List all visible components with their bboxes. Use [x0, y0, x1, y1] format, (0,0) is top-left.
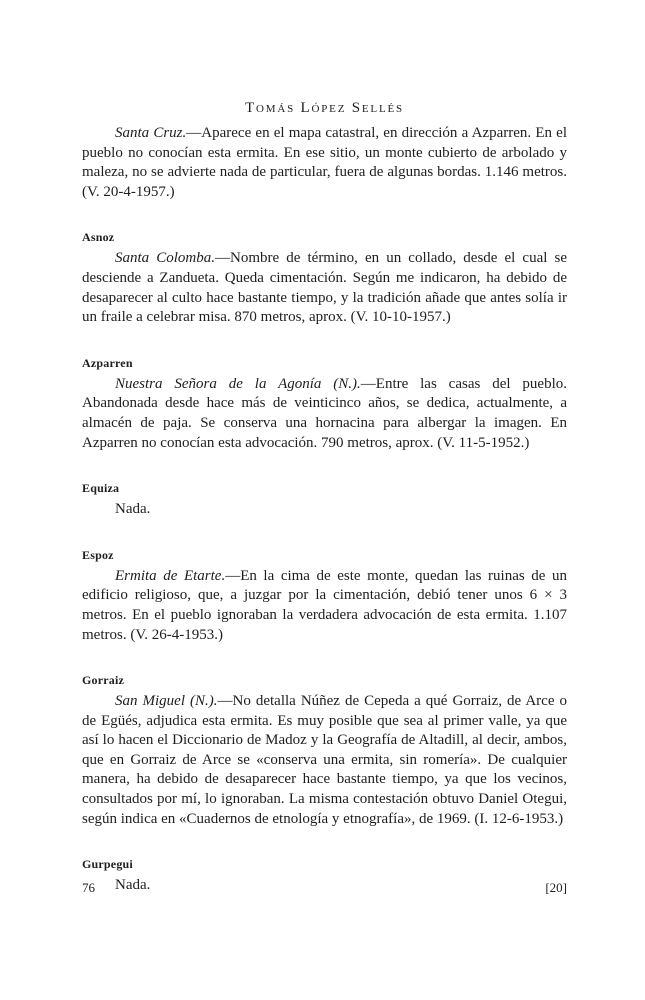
place-heading: Azparren	[82, 355, 133, 370]
place-heading: Espoz	[82, 547, 114, 562]
entry-paragraph	[82, 375, 567, 453]
hermitage-title: Santa Colomba.	[115, 250, 216, 267]
entry-paragraph	[82, 249, 567, 327]
document-page	[82, 0, 567, 1000]
hermitage-title: San Miguel (N.).	[115, 693, 218, 710]
bracket-page-number: [20]	[545, 880, 567, 895]
place-heading: Equiza	[82, 481, 120, 496]
place-heading: Gurpegui	[82, 857, 133, 872]
entry-paragraph	[82, 567, 567, 645]
entry-simple: Nada.	[115, 877, 151, 894]
entry-paragraph	[82, 692, 567, 829]
entry-text: —Entre las casas del pueblo. Abandonada desde hace más de veinticinco años, se dedica, actualmente, a almacén de paja. Se conserva una hornacina para albergar la imagen. En Azparren no conocían esta advocación. 790 metros, aprox. (V. 11-5-1952.)	[82, 375, 567, 451]
entry-text: —Nombre de término, en un collado, desde el cual se desciende a Zandueta. Queda cimentación. Según me indicaron, ha debido de desaparecer al culto hace bastante tiempo, y la tradición añade que antes solía ir un fraile a celebrar misa. 870 metros, aprox. (V. 10-10-1957.)	[82, 250, 567, 326]
entry-text: —Aparece en el mapa catastral, en dirección a Azparren. En el pueblo no conocían esta ermita. En ese sitio, un monte cubierto de arbolado y maleza, no se advierte nada de particular, fuera de algunas bordas. 1.146 metros. (V. 20-4-1957.)	[82, 125, 567, 200]
hermitage-title: Nuestra Señora de la Agonía (N.).	[115, 375, 361, 392]
running-header: Tomás López Sellés	[245, 100, 404, 116]
entry-text: —En la cima de este monte, quedan las ruinas de un edificio religioso, que, a juzgar por la cimentación, debió tener unos 6 × 3 metros. En el pueblo ignoraban la verdadera advocación de esta ermita. 1.107 metros. (V. 26-4-1953.)	[82, 567, 567, 643]
entry-text: —No detalla Núñez de Cepeda a qué Gorraiz, de Arce o de Egüés, adjudica esta ermita. Es muy posible que sea al primer valle, ya que así lo hacen el Diccionario de Madoz y la Geografía de Altadill, al decir, ambos, que en Gorraiz de Arce se «conserva una ermita, sin romería». De cualquier manera, ha debido de desaparecer hace bastante tiempo, ya que los vecinos, consultados por mí, lo ignoraban. La misma contestación obtuvo Daniel Otegui, según indica en «Cuadernos de etnología y etnografía», de 1969. (I. 12-6-1953.)	[82, 693, 568, 827]
place-heading: Asnoz	[82, 230, 115, 245]
place-heading: Gorraiz	[82, 673, 125, 688]
entry-simple: Nada.	[115, 501, 151, 518]
entry-paragraph	[82, 124, 567, 202]
hermitage-title: Santa Cruz.	[115, 125, 187, 141]
document-body	[82, 124, 567, 896]
hermitage-title: Ermita de Etarte.	[115, 567, 226, 584]
page-number: 76	[82, 880, 95, 895]
